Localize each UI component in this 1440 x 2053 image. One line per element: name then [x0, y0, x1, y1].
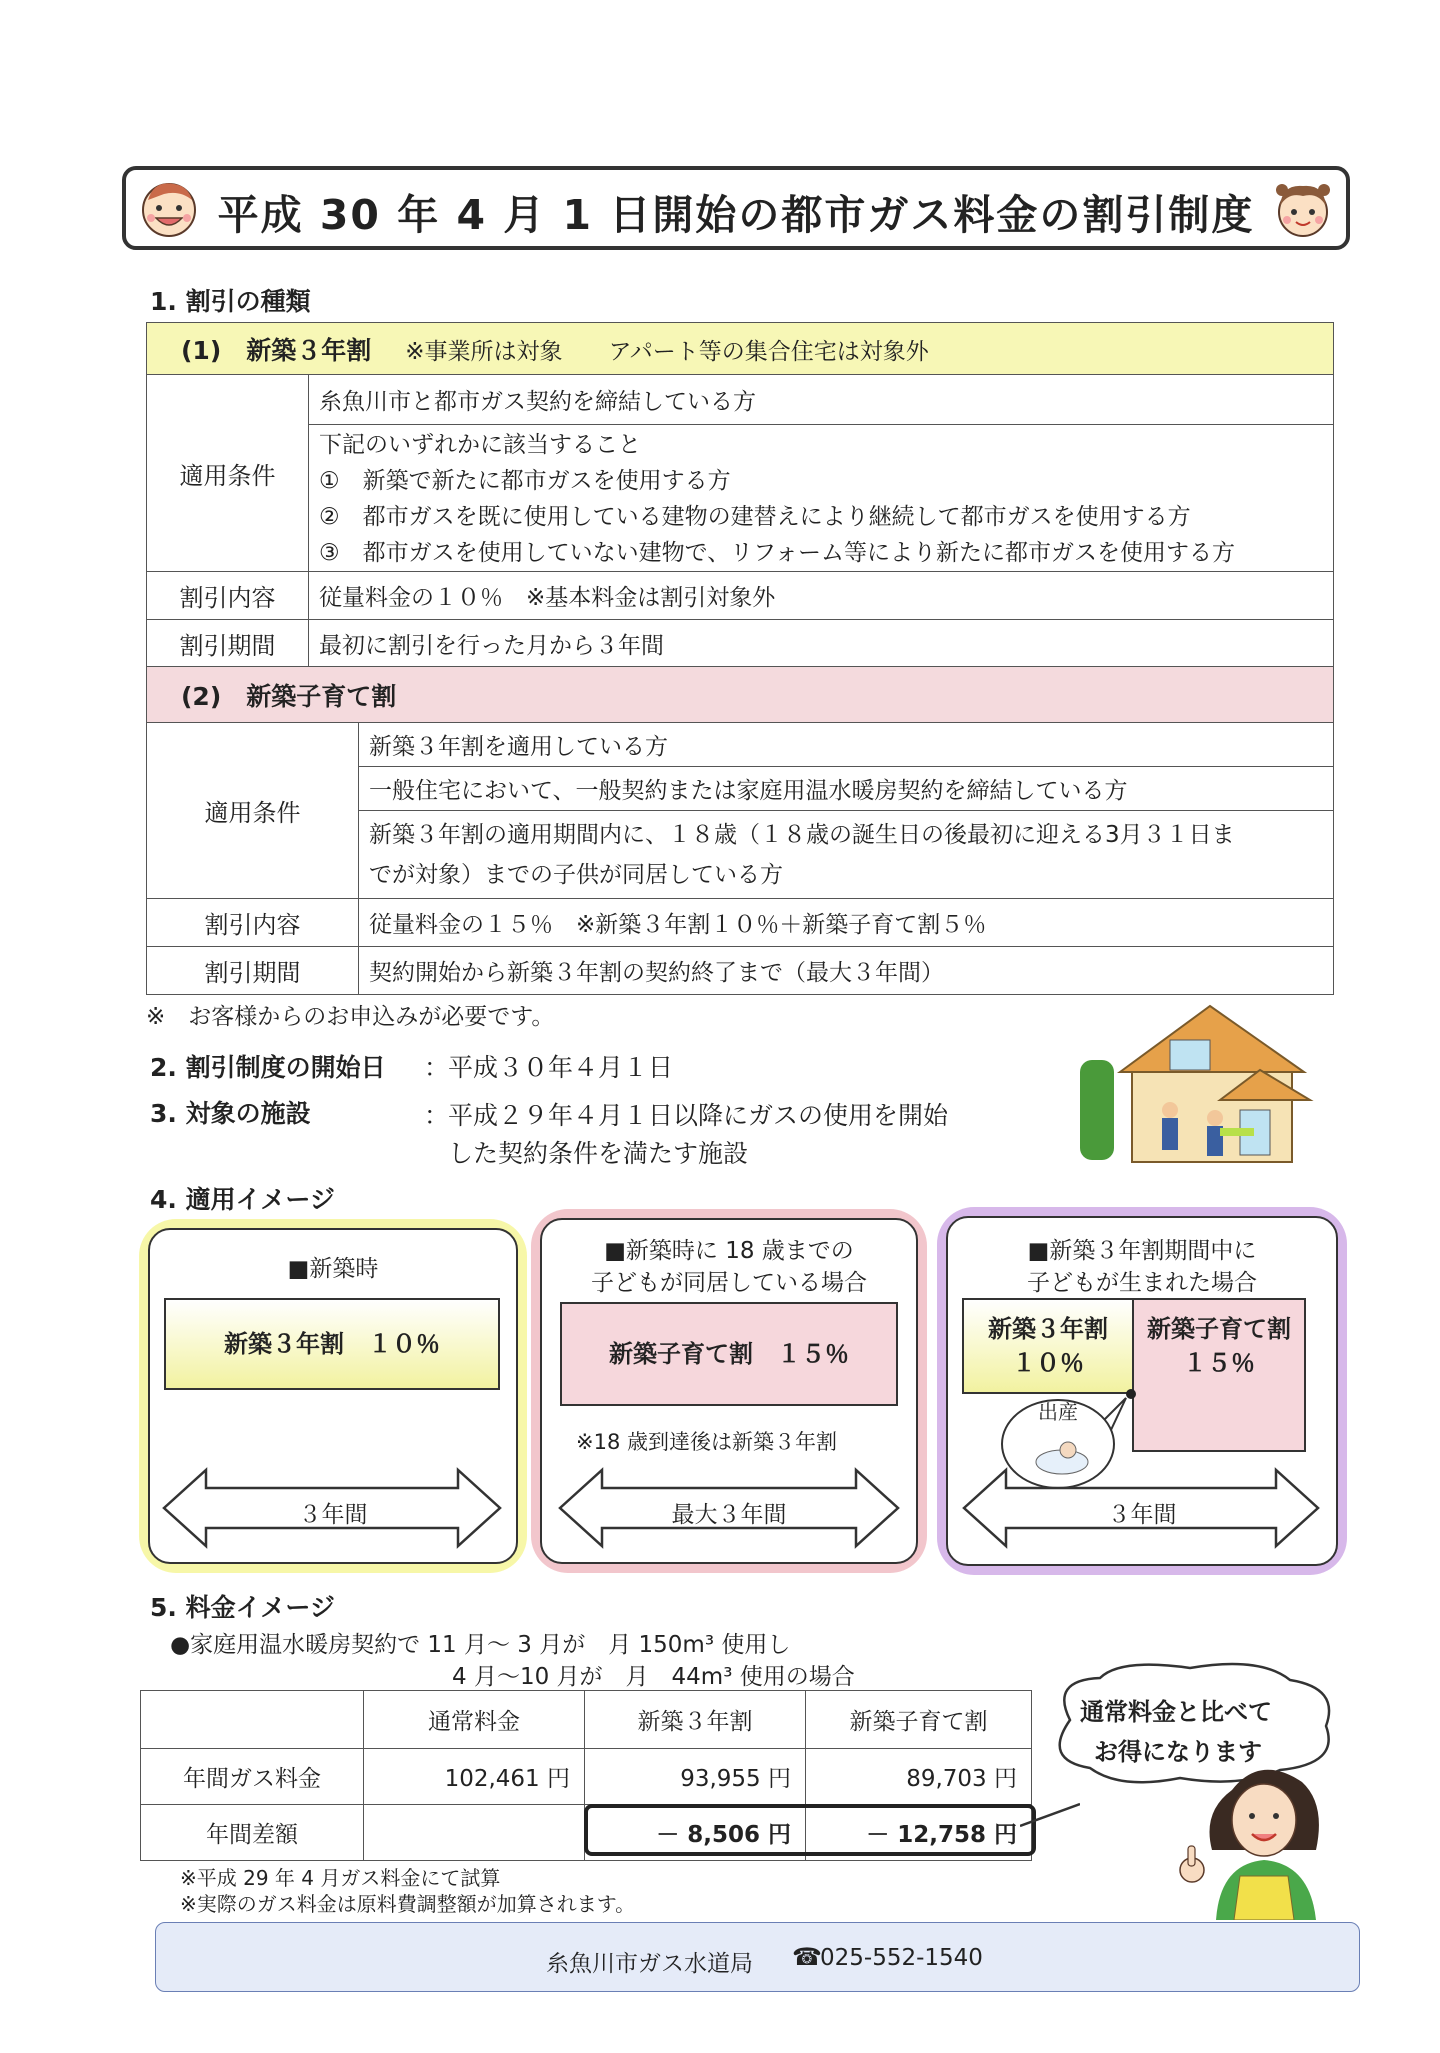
- woman-illustration: [1176, 1760, 1344, 1920]
- section4-heading: 4. 適用イメージ: [150, 1185, 335, 1214]
- box3-plan1-bar: [962, 1298, 1134, 1394]
- title-box: [122, 166, 1350, 250]
- period-arrow-1-label: ３年間: [298, 1502, 368, 1528]
- fee-row-1-label: 年間ガス料金: [141, 1749, 364, 1805]
- plan1-cond2-cell: [309, 425, 1334, 572]
- image-box-1-caption: ■新築時: [287, 1256, 379, 1282]
- fee-row-1-plan1: 93,955 円: [585, 1749, 806, 1805]
- plan1-table: [146, 322, 1334, 668]
- plan1-label: (1) 新築３年割: [181, 335, 372, 365]
- plan2-disc: 従量料金の１５％ ※新築３年割１０％＋新築子育て割５％: [359, 899, 1334, 947]
- savings-highlight: [584, 1804, 1036, 1856]
- box3-plan1-rate: １０％: [1012, 1349, 1084, 1377]
- plan1-cond-label: 適用条件: [147, 375, 309, 572]
- plan2-period-label: 割引期間: [147, 947, 359, 995]
- fee-row-2-normal: [364, 1805, 585, 1861]
- fee-row-1-normal: 102,461 円: [364, 1749, 585, 1805]
- footer-org: 糸魚川市ガス水道局: [546, 1951, 753, 1977]
- plan1-cond2-item-3: ③ 都市ガスを使用していない建物で、リフォーム等により新たに都市ガスを使用する方: [319, 540, 1236, 566]
- plan1-header: [147, 323, 1334, 375]
- section1-heading: 1. 割引の種類: [150, 287, 311, 316]
- section3-sep: ：: [424, 1101, 450, 1130]
- box3-plan1-name: 新築３年割: [988, 1315, 1108, 1343]
- plan1-cond1: 糸魚川市と都市ガス契約を締結している方: [309, 375, 1334, 425]
- plan2-cond3-cell: [359, 811, 1334, 899]
- fee-condition-1: ●家庭用温水暖房契約で 11 月～ 3 月が 月 150m³ 使用し: [170, 1632, 791, 1658]
- plan1-cond2: 下記のいずれかに該当すること: [319, 432, 641, 458]
- birth-label: 出産: [1038, 1400, 1078, 1424]
- box3-plan2-rate: １５％: [1183, 1349, 1255, 1377]
- girl-face-icon: [1268, 176, 1338, 240]
- plan2-table: [146, 666, 1334, 995]
- plan1-cond2-item-2: ② 都市ガスを既に使用している建物の建替えにより継続して都市ガスを使用する方: [319, 504, 1191, 530]
- plan2-cond1: 新築３年割を適用している方: [359, 723, 1334, 767]
- section3-heading: 3. 対象の施設: [150, 1099, 311, 1128]
- plan1-note: ※事業所は対象 アパート等の集合住宅は対象外: [405, 338, 929, 365]
- plan2-label: (2) 新築子育て割: [181, 681, 397, 711]
- bubble-line-2: お得になります: [1094, 1738, 1262, 1766]
- image-box-2-caption-1: ■新築時に 18 歳までの: [604, 1238, 854, 1264]
- fee-col-2: 新築３年割: [585, 1691, 806, 1749]
- plan1-period-label: 割引期間: [147, 620, 309, 668]
- bubble-line-1: 通常料金と比べて: [1080, 1698, 1272, 1726]
- fee-note-1: ※平成 29 年 4 月ガス料金にて試算: [180, 1866, 501, 1890]
- section2-heading: 2. 割引制度の開始日: [150, 1053, 386, 1082]
- section3-line1: 平成２９年４月１日以降にガスの使用を開始: [448, 1101, 949, 1130]
- section5-heading: 5. 料金イメージ: [150, 1593, 335, 1622]
- plan1-period: 最初に割引を行った月から３年間: [309, 620, 1334, 668]
- section2-value: 平成３０年４月１日: [448, 1053, 674, 1082]
- box3-plan2-name: 新築子育て割: [1147, 1315, 1291, 1343]
- page-title: 平成 30 年 4 月 1 日開始の都市ガス料金の割引制度: [217, 191, 1255, 239]
- image-box-3: [946, 1216, 1338, 1566]
- plan2-bar: 新築子育て割 １５％: [560, 1302, 898, 1406]
- plan1-disc: 従量料金の１０％ ※基本料金は割引対象外: [309, 572, 1334, 620]
- fee-row-2-plan2: － 12,758 円: [806, 1805, 1032, 1861]
- image-box-3-caption-2: 子どもが生まれた場合: [1027, 1270, 1257, 1296]
- image-box-2: [540, 1218, 918, 1564]
- fee-condition-2: 4 月～10 月が 月 44m³ 使用の場合: [452, 1664, 855, 1690]
- fee-row-1-plan2: 89,703 円: [806, 1749, 1032, 1805]
- footer-contact: [155, 1922, 1360, 1992]
- image-box-2-caption-2: 子どもが同居している場合: [591, 1270, 867, 1296]
- period-arrow-3-label: ３年間: [1107, 1502, 1177, 1528]
- image-box-1: [148, 1228, 518, 1564]
- plan2-cond3-line1: 新築３年割の適用期間内に、１８歳（１８歳の誕生日の後最初に迎える3月３１日ま: [369, 821, 1235, 848]
- footer-tel[interactable]: 025-552-1540: [820, 1945, 983, 1971]
- plan2-period: 契約開始から新築３年割の契約終了まで（最大３年間）: [359, 947, 1334, 995]
- section3-line2: した契約条件を満たす施設: [448, 1139, 749, 1168]
- table-row: [141, 1749, 1032, 1805]
- fee-note-2: ※実際のガス料金は原料費調整額が加算されます。: [180, 1892, 636, 1916]
- house-construction-illustration: [1070, 1000, 1320, 1170]
- fee-row-2-plan1: － 8,506 円: [585, 1805, 806, 1861]
- fee-col-0: [141, 1691, 364, 1749]
- plan2-cond-label: 適用条件: [147, 723, 359, 899]
- application-footnote: ※ お客様からのお申込みが必要です。: [146, 1004, 555, 1030]
- plan1-bar: 新築３年割 １０％: [164, 1298, 500, 1390]
- image-box-3-caption-1: ■新築３年割期間中に: [1027, 1238, 1257, 1264]
- fee-row-2-label: 年間差額: [141, 1805, 364, 1861]
- plan2-cond2: 一般住宅において、一般契約または家庭用温水暖房契約を締結している方: [359, 767, 1334, 811]
- fee-col-1: 通常料金: [364, 1691, 585, 1749]
- section2-sep: ：: [424, 1053, 450, 1082]
- box3-plan2-bar: [1132, 1298, 1306, 1452]
- fee-col-3: 新築子育て割: [806, 1691, 1032, 1749]
- period-arrow-2-label: 最大３年間: [671, 1502, 787, 1528]
- phone-icon: ☎: [792, 1943, 822, 1971]
- image-box-2-note: ※18 歳到達後は新築３年割: [576, 1430, 837, 1454]
- plan1-disc-label: 割引内容: [147, 572, 309, 620]
- bubble-tail: [1020, 1800, 1080, 1830]
- plan2-disc-label: 割引内容: [147, 899, 359, 947]
- plan2-header: [147, 667, 1334, 723]
- plan2-cond3-line2: でが対象）までの子供が同居している方: [369, 861, 783, 888]
- plan1-cond2-item-1: ① 新築で新たに都市ガスを使用する方: [319, 468, 731, 494]
